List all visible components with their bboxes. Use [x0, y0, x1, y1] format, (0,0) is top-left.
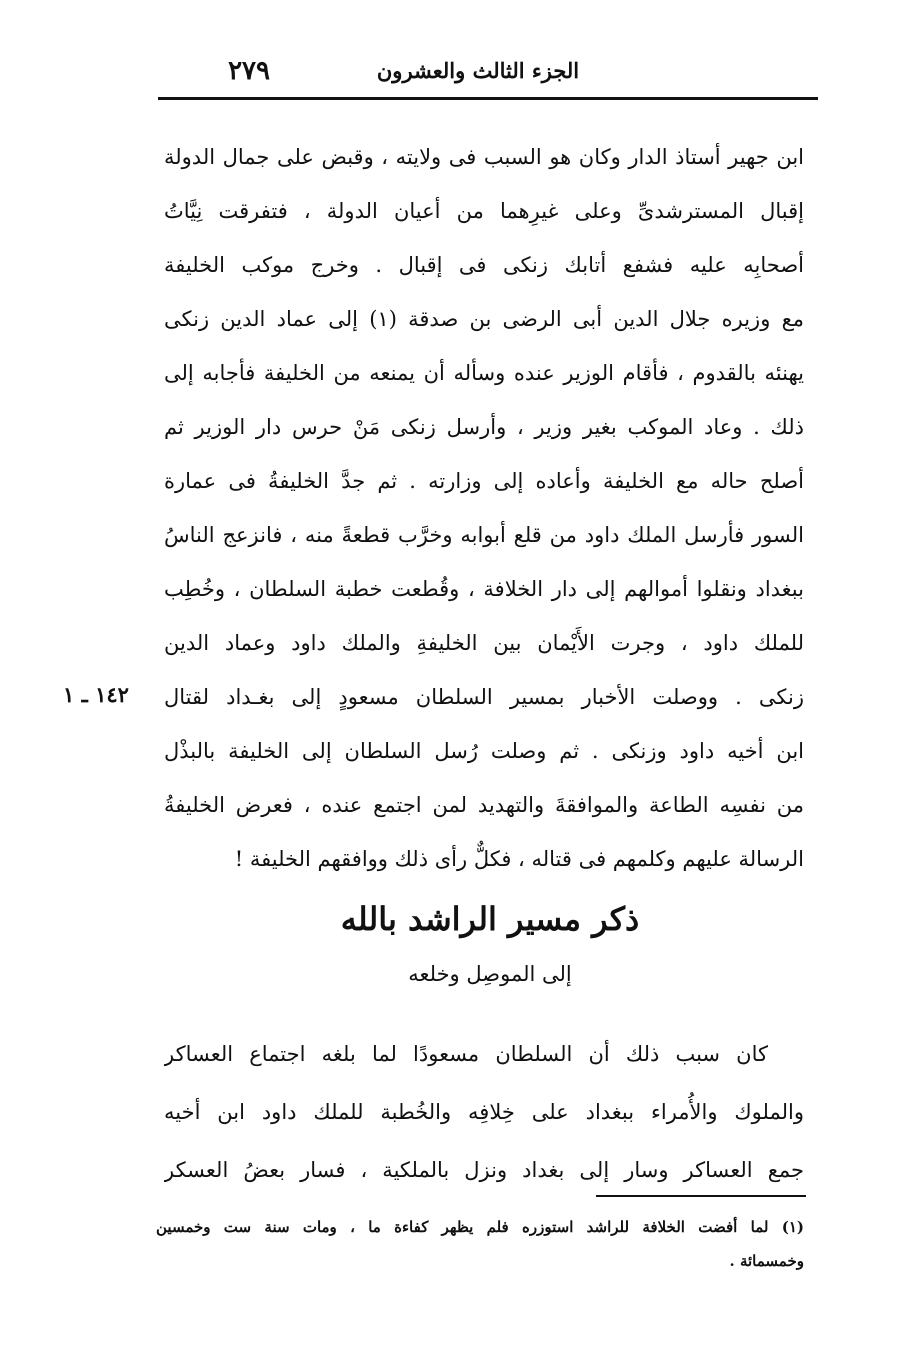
footnote-line: (١) لما أفضت الخلافة للراشد استوزره فلم يظهر كفاءة ما ، ومات سنة ست وخمسين: [156, 1218, 804, 1236]
text-line: والملوك والأُمراء ببغداد على خِلافِه والخُطبة للملك داود ابن أخيه: [164, 1100, 804, 1124]
text-line: ابن أخيه داود وزنكى . ثم وصلت رُسل السلطان إلى الخليفة بالبذْل: [164, 739, 804, 763]
text-line: إقبال المسترشدىِّ وعلى غيرِهما من أعيان الدولة ، فتفرقت نِيَّاتُ: [164, 199, 804, 223]
text-line: زنكى . ووصلت الأخبار بمسير السلطان مسعودٍ إلى بغـداد لقتال: [164, 685, 804, 709]
footnote: [156, 1210, 804, 1278]
section-subheading: إلى الموصِل وخلعه: [408, 962, 572, 986]
main-text: [164, 130, 804, 886]
section-heading: ذكر مسير الراشد بالله: [340, 900, 640, 938]
text-line: مع وزيره جلال الدين أبى الرضى بن صدقة (١) إلى عماد الدين زنكى: [164, 307, 804, 331]
text-line: يهنئه بالقدوم ، فأقام الوزير عنده وسأله أن يمنعه من الخليفة فأجابه إلى: [164, 361, 804, 385]
text-line: للملك داود ، وجرت الأَيْمان بين الخليفةِ والملك داود وعماد الدين: [164, 631, 804, 655]
section-text: [164, 1025, 804, 1199]
text-line: السور فأرسل الملك داود من قلع أبوابه وخرَّب قطعةً منه ، فانزعج الناسُ: [164, 523, 804, 547]
header-divider: [158, 97, 818, 100]
margin-reference: ١٤٢ ـ ١: [63, 682, 129, 707]
text-line: ببغداد ونقلوا أموالهم إلى دار الخلافة ، وقُطعت خطبة السلطان ، وخُطِب: [164, 577, 804, 601]
text-line: أصلح حاله مع الخليفة وأعاده إلى وزارته . ثم جدَّ الخليفةُ فى عمارة: [164, 469, 804, 493]
text-line: من نفسِه الطاعة والموافقةَ والتهديد لمن اجتمع عنده ، فعرض الخليفةُ: [164, 793, 804, 817]
footnote-divider: [596, 1195, 806, 1197]
text-line: ابن جهير أستاذ الدار وكان هو السبب فى ولايته ، وقبض على جمال الدولة: [164, 145, 804, 169]
text-line: ذلك . وعاد الموكب بغير وزير ، وأرسل زنكى مَنْ حرس دار الوزير ثم: [164, 415, 804, 439]
text-line: الرسالة عليهم وكلمهم فى قتاله ، فكلٌّ رأى ذلك ووافقهم الخليفة !: [234, 847, 804, 871]
text-line: كان سبب ذلك أن السلطان مسعودًا لما بلغه اجتماع العساكر: [164, 1042, 768, 1066]
footnote-line: وخمسمائة .: [729, 1252, 804, 1270]
text-line: أصحابِه عليه فشفع أتابك زنكى فى إقبال . وخرج موكب الخليفة: [164, 253, 804, 277]
running-title: الجزء الثالث والعشرون: [376, 58, 580, 83]
text-line: جمع العساكر وسار إلى بغداد ونزل بالملكية ، فسار بعضُ العسكر: [164, 1158, 804, 1182]
page-header: [158, 56, 818, 96]
page-number: ٢٧٩: [228, 56, 270, 86]
